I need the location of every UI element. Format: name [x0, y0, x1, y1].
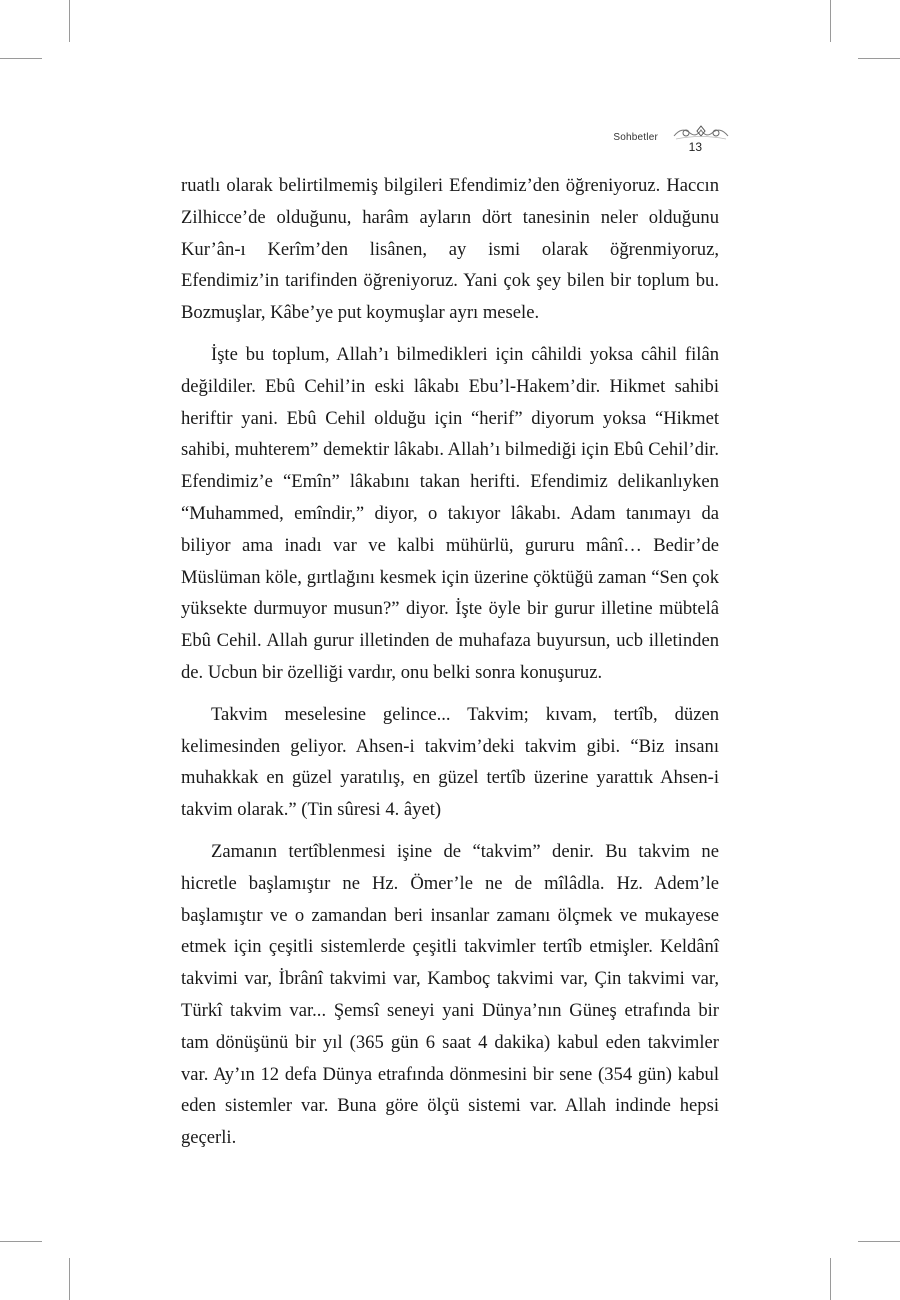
crop-mark-bottom-left [69, 1258, 70, 1300]
crop-mark-top-right [830, 0, 831, 42]
paragraph: Takvim meselesine gelince... Takvim; kıvam, tertîb, düzen kelimesinden geliyor. Ahsen-i takvim’deki takvim gibi. “Biz insanı muhakkak en güzel yaratılış, en güzel tertîb üzerine yarattık Ahsen-i takvim olarak.” (Tin sûresi 4. âyet) [181, 703, 719, 821]
running-head [560, 124, 730, 164]
page-number: 13 [688, 140, 702, 154]
paragraph: İşte bu toplum, Allah’ı bilmedikleri için câhildi yoksa câhil filân değildiler. Ebû Cehil’in eski lâkabı Ebu’l-Hakem’dir. Hikmet sahibi heriftir yani. Ebû Cehil olduğu için “herif” diyorum yoksa “Hikmet sahibi, muhterem” demektir lâkabı. Allah’ı bilmediği için Ebû Cehil’dir. Efendimiz’e “Emîn” lâkabını takan herifti. Efendimiz delikanlıyken “Muhammed, emîndir,” diyor, o takıyor lâkabı. Adam tanımayı da biliyor ama inadı var ve kalbi mühürlü, gururu mânî… Bedir’de Müslüman köle, gırtlağını kesmek için üzerine çöktüğü zaman “Sen çok yüksekte durmuyor musun?” diyor. İşte öyle bir gurur illetine mübtelâ Ebû Cehil. Allah gurur illetinden de muhafaza buyursun, ucb illetinden de. Ucbun bir özelliği vardır, onu belki sonra konuşuruz. [181, 343, 719, 683]
crop-mark-right-top [858, 58, 900, 59]
body-text [181, 170, 719, 1164]
section-title: Sohbetler [613, 132, 658, 143]
crop-mark-right-bottom [858, 1241, 900, 1242]
paragraph: ruatlı olarak belirtilmemiş bilgileri Efendimiz’den öğreniyoruz. Haccın Zilhicce’de olduğunu, harâm ayların dört tanesinin neler olduğunu Kur’ân-ı Kerîm’den lisânen, ay ismi olarak öğrenmiyoruz, Efendimiz’in tarifinden öğreniyoruz. Yani çok şey bilen bir toplum bu. Bozmuşlar, Kâbe’ye put koymuşlar ayrı mesele. [181, 175, 719, 324]
paragraph: Zamanın tertîblenmesi işine de “takvim” denir. Bu takvim ne hicretle başlamıştır ne Hz. Ömer’le ne de mîlâdla. Hz. Adem’le başlamıştır ve o zamandan beri insanlar zamanı ölçmek ve mukayese etmek için çeşitli sistemlerde çeşitli takvimler tertîb etmişler. Keldânî takvimi var, İbrânî takvimi var, Kamboç takvimi var, Çin takvimi var, Türkî takvim var... Şemsî seneyi yani Dünya’nın Güneş etrafında bir tam dönüşünü bir yıl (365 gün 6 saat 4 dakika) kabul eden takvimler var. Ay’ın 12 defa Dünya etrafında dönmesini bir sene (354 gün) kabul eden sistemler var. Buna göre ölçü sistemi var. Allah indinde hepsi geçerli. [181, 840, 719, 1149]
crop-mark-top-left [69, 0, 70, 42]
crop-mark-bottom-right [830, 1258, 831, 1300]
crop-mark-left-top [0, 58, 42, 59]
crop-mark-left-bottom [0, 1241, 42, 1242]
